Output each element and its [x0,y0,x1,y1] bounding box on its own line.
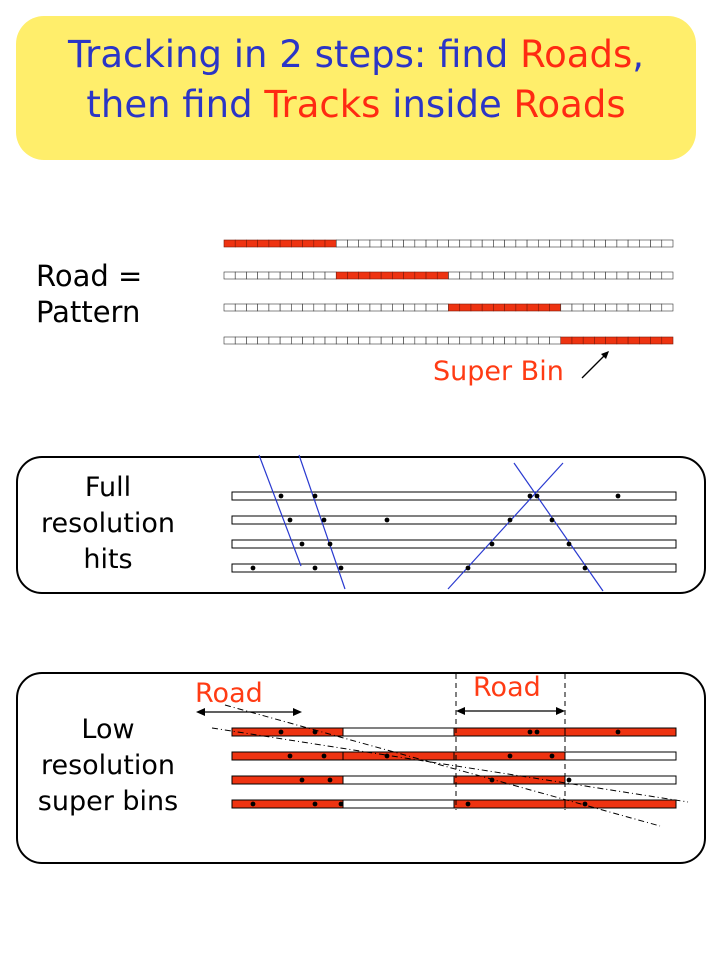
pattern-bin [359,272,370,279]
pattern-bin [550,337,561,344]
pattern-bin [370,337,381,344]
arrowhead-icon [293,708,302,716]
pattern-bin [426,304,437,311]
pattern-bin [381,304,392,311]
pattern-bin [224,337,235,344]
low-resolution-diagram [196,674,688,826]
pattern-bin [347,304,358,311]
hit-dot [288,754,293,759]
pattern-bin [224,272,235,279]
track-line [259,455,301,566]
arrowhead-icon [456,707,465,715]
pattern-bin [347,337,358,344]
pattern-bin [572,304,583,311]
pattern-bin [606,304,617,311]
pattern-rows [224,240,673,344]
hit-dot [322,754,327,759]
pattern-bin [550,304,561,311]
pattern-bin [505,240,516,247]
hit-dot [528,730,533,735]
hit-dot [279,494,284,499]
pattern-bin [527,304,538,311]
pattern-bin [404,240,415,247]
pattern-bin [460,240,471,247]
pattern-bin [426,337,437,344]
pattern-bin [392,272,403,279]
label-line: resolution [40,750,176,781]
pattern-bin [505,337,516,344]
pattern-bin [606,337,617,344]
pattern-bin [471,240,482,247]
hit-dot [251,802,256,807]
hit-dot [279,730,284,735]
pattern-bin [594,304,605,311]
pattern-bin [493,304,504,311]
pattern-bin [572,272,583,279]
pattern-bin [437,272,448,279]
title-text: then find [86,83,265,126]
pattern-bin [303,304,314,311]
road-boundary-line [212,728,688,802]
hit-dot [550,754,555,759]
pattern-bin [594,337,605,344]
pattern-bin [606,272,617,279]
hit-dot [339,566,344,571]
super-bin [343,728,454,736]
hit-dot [339,802,344,807]
pattern-bin [617,304,628,311]
pattern-bin [628,337,639,344]
pattern-bin [628,240,639,247]
pattern-bin [561,304,572,311]
pattern-bin [415,272,426,279]
pattern-bin [325,337,336,344]
label-line: Road = [36,259,143,293]
pattern-bin [482,240,493,247]
pattern-bin [617,337,628,344]
pattern-bin [662,272,673,279]
super-bin [454,728,565,736]
detector-layer [232,540,676,548]
pattern-bin [381,240,392,247]
pattern-bin [258,337,269,344]
hit-dot [288,518,293,523]
road-label-left: Road [195,678,263,709]
hit-dot [490,542,495,547]
pattern-bin [314,304,325,311]
pattern-bin [291,240,302,247]
pattern-bin [651,240,662,247]
pattern-bin [493,240,504,247]
pattern-bin [235,337,246,344]
hit-dot [508,518,513,523]
pattern-bin [505,304,516,311]
pattern-bin [527,272,538,279]
pattern-bin [280,272,291,279]
pattern-bin [314,337,325,344]
pattern-bin [258,240,269,247]
hit-dot [385,754,390,759]
pattern-bin [325,272,336,279]
pattern-bin [493,337,504,344]
hit-dot [313,494,318,499]
pattern-bin [258,304,269,311]
pattern-bin [628,272,639,279]
pattern-bin [449,240,460,247]
super-bin-label: Super Bin [433,356,564,387]
pattern-bin [258,272,269,279]
pattern-bin [572,240,583,247]
super-bin [565,752,676,760]
pattern-bin [269,272,280,279]
pattern-bin [336,304,347,311]
hit-dot [466,802,471,807]
detector-layer [232,516,676,524]
title-text: Tracking in 2 steps: find [67,33,521,76]
pattern-bin [314,272,325,279]
pattern-bin [662,240,673,247]
pattern-bin [449,304,460,311]
pattern-bin [370,240,381,247]
pattern-bin [651,304,662,311]
pattern-bin [516,337,527,344]
pattern-bin [594,240,605,247]
pattern-bin [404,337,415,344]
pattern-bin [370,304,381,311]
title-highlight: Roads [520,33,633,76]
pattern-bin [415,337,426,344]
pattern-bin [651,272,662,279]
pattern-bin [437,337,448,344]
pattern-bin [381,337,392,344]
pattern-bin [482,304,493,311]
title-text: , [632,33,645,76]
title-text: inside [380,83,514,126]
pattern-bin [269,304,280,311]
pattern-bin [359,304,370,311]
hit-dot [616,730,621,735]
super-bin [343,776,454,784]
pattern-bin [482,337,493,344]
detector-layer [232,564,676,572]
hit-dot [322,518,327,523]
hit-dot [583,802,588,807]
pattern-bin [505,272,516,279]
super-bin [565,800,676,808]
full-resolution-diagram [232,455,676,591]
hit-dot [385,518,390,523]
detector-layer [232,492,676,500]
pattern-bin [583,337,594,344]
pattern-bin [639,240,650,247]
pattern-bin [370,272,381,279]
pattern-bin [527,240,538,247]
super-bin [232,800,343,808]
pattern-bin [594,272,605,279]
arrowhead-icon [556,707,565,715]
pattern-bin [662,337,673,344]
pattern-bin [628,304,639,311]
pattern-bin [538,272,549,279]
pattern-bin [381,272,392,279]
pattern-bin [415,240,426,247]
pattern-bin [482,272,493,279]
pattern-bin [325,240,336,247]
hit-dot [313,566,318,571]
pattern-bin [561,272,572,279]
super-bin [232,728,343,736]
pattern-bin [336,337,347,344]
pattern-bin [493,272,504,279]
pattern-bin [449,272,460,279]
pattern-bin [583,272,594,279]
pattern-bin [538,240,549,247]
arrowhead-icon [196,708,205,716]
pattern-bin [359,337,370,344]
pattern-bin [471,304,482,311]
label-line: resolution [40,508,176,539]
pattern-bin [246,272,257,279]
hit-dot [300,542,305,547]
pattern-bin [392,240,403,247]
hit-dot [508,754,513,759]
pattern-bin [561,240,572,247]
pattern-bin [314,240,325,247]
pattern-bin [471,337,482,344]
hit-dot [466,566,471,571]
pattern-bin [426,272,437,279]
hit-dot [300,778,305,783]
pattern-bin [359,240,370,247]
pattern-bin [516,272,527,279]
pattern-bin [583,240,594,247]
pattern-bin [538,337,549,344]
pattern-bin [303,272,314,279]
pattern-bin [606,240,617,247]
title-highlight: Roads [513,83,626,126]
pattern-bin [291,304,302,311]
pattern-bin [303,240,314,247]
super-bin [565,776,676,784]
label-line: Pattern [36,295,141,329]
pattern-bin [550,272,561,279]
pattern-bin [460,304,471,311]
pattern-bin [224,240,235,247]
pattern-bin [336,272,347,279]
hit-dot [616,494,621,499]
pattern-bin [538,304,549,311]
super-bin [454,800,565,808]
hit-dot [528,494,533,499]
hit-dot [251,566,256,571]
hit-dot [328,542,333,547]
pattern-bin [246,240,257,247]
pattern-bin [437,304,448,311]
hit-dot [567,542,572,547]
pattern-bin [415,304,426,311]
pattern-bin [269,337,280,344]
pattern-bin [639,337,650,344]
pattern-bin [280,304,291,311]
pattern-bin [662,304,673,311]
pattern-bin [246,337,257,344]
pattern-bin [291,272,302,279]
pattern-bin [235,304,246,311]
hit-dot [550,518,555,523]
hit-dot [535,730,540,735]
label-line: Full [84,472,132,503]
hit-dot [567,778,572,783]
pattern-bin [460,272,471,279]
pattern-bin [550,240,561,247]
pattern-bin [583,304,594,311]
pattern-bin [617,272,628,279]
pattern-bin [235,240,246,247]
pattern-bin [246,304,257,311]
pattern-bin [392,304,403,311]
pattern-bin [426,240,437,247]
pattern-bin [572,337,583,344]
pattern-bin [460,337,471,344]
pattern-bin [404,304,415,311]
label-line: hits [83,544,133,575]
pattern-bin [617,240,628,247]
pattern-bin [516,304,527,311]
pattern-bin [347,240,358,247]
pattern-bin [224,304,235,311]
label-line: Low [81,714,135,745]
pattern-bin [280,240,291,247]
super-bin [565,728,676,736]
hit-dot [535,494,540,499]
pattern-bin [280,337,291,344]
pattern-bin [471,272,482,279]
pattern-bin [516,240,527,247]
pattern-bin [449,337,460,344]
pattern-bin [561,337,572,344]
pattern-bin [291,337,302,344]
pattern-bin [325,304,336,311]
label-line: super bins [37,786,179,817]
title-highlight: Tracks [264,83,381,126]
pattern-bin [269,240,280,247]
super-bin [232,776,343,784]
pattern-bin [437,240,448,247]
super-bin [343,800,454,808]
pattern-bin [404,272,415,279]
pattern-bin [303,337,314,344]
hit-dot [583,566,588,571]
pattern-bin [639,272,650,279]
pattern-bin [651,337,662,344]
hit-dot [328,778,333,783]
pattern-bin [527,337,538,344]
pattern-bin [235,272,246,279]
pattern-bin [639,304,650,311]
pattern-bin [336,240,347,247]
super-bin [343,752,454,760]
pattern-bin [392,337,403,344]
hit-dot [313,802,318,807]
road-label-right: Road [473,672,541,703]
pattern-bin [347,272,358,279]
